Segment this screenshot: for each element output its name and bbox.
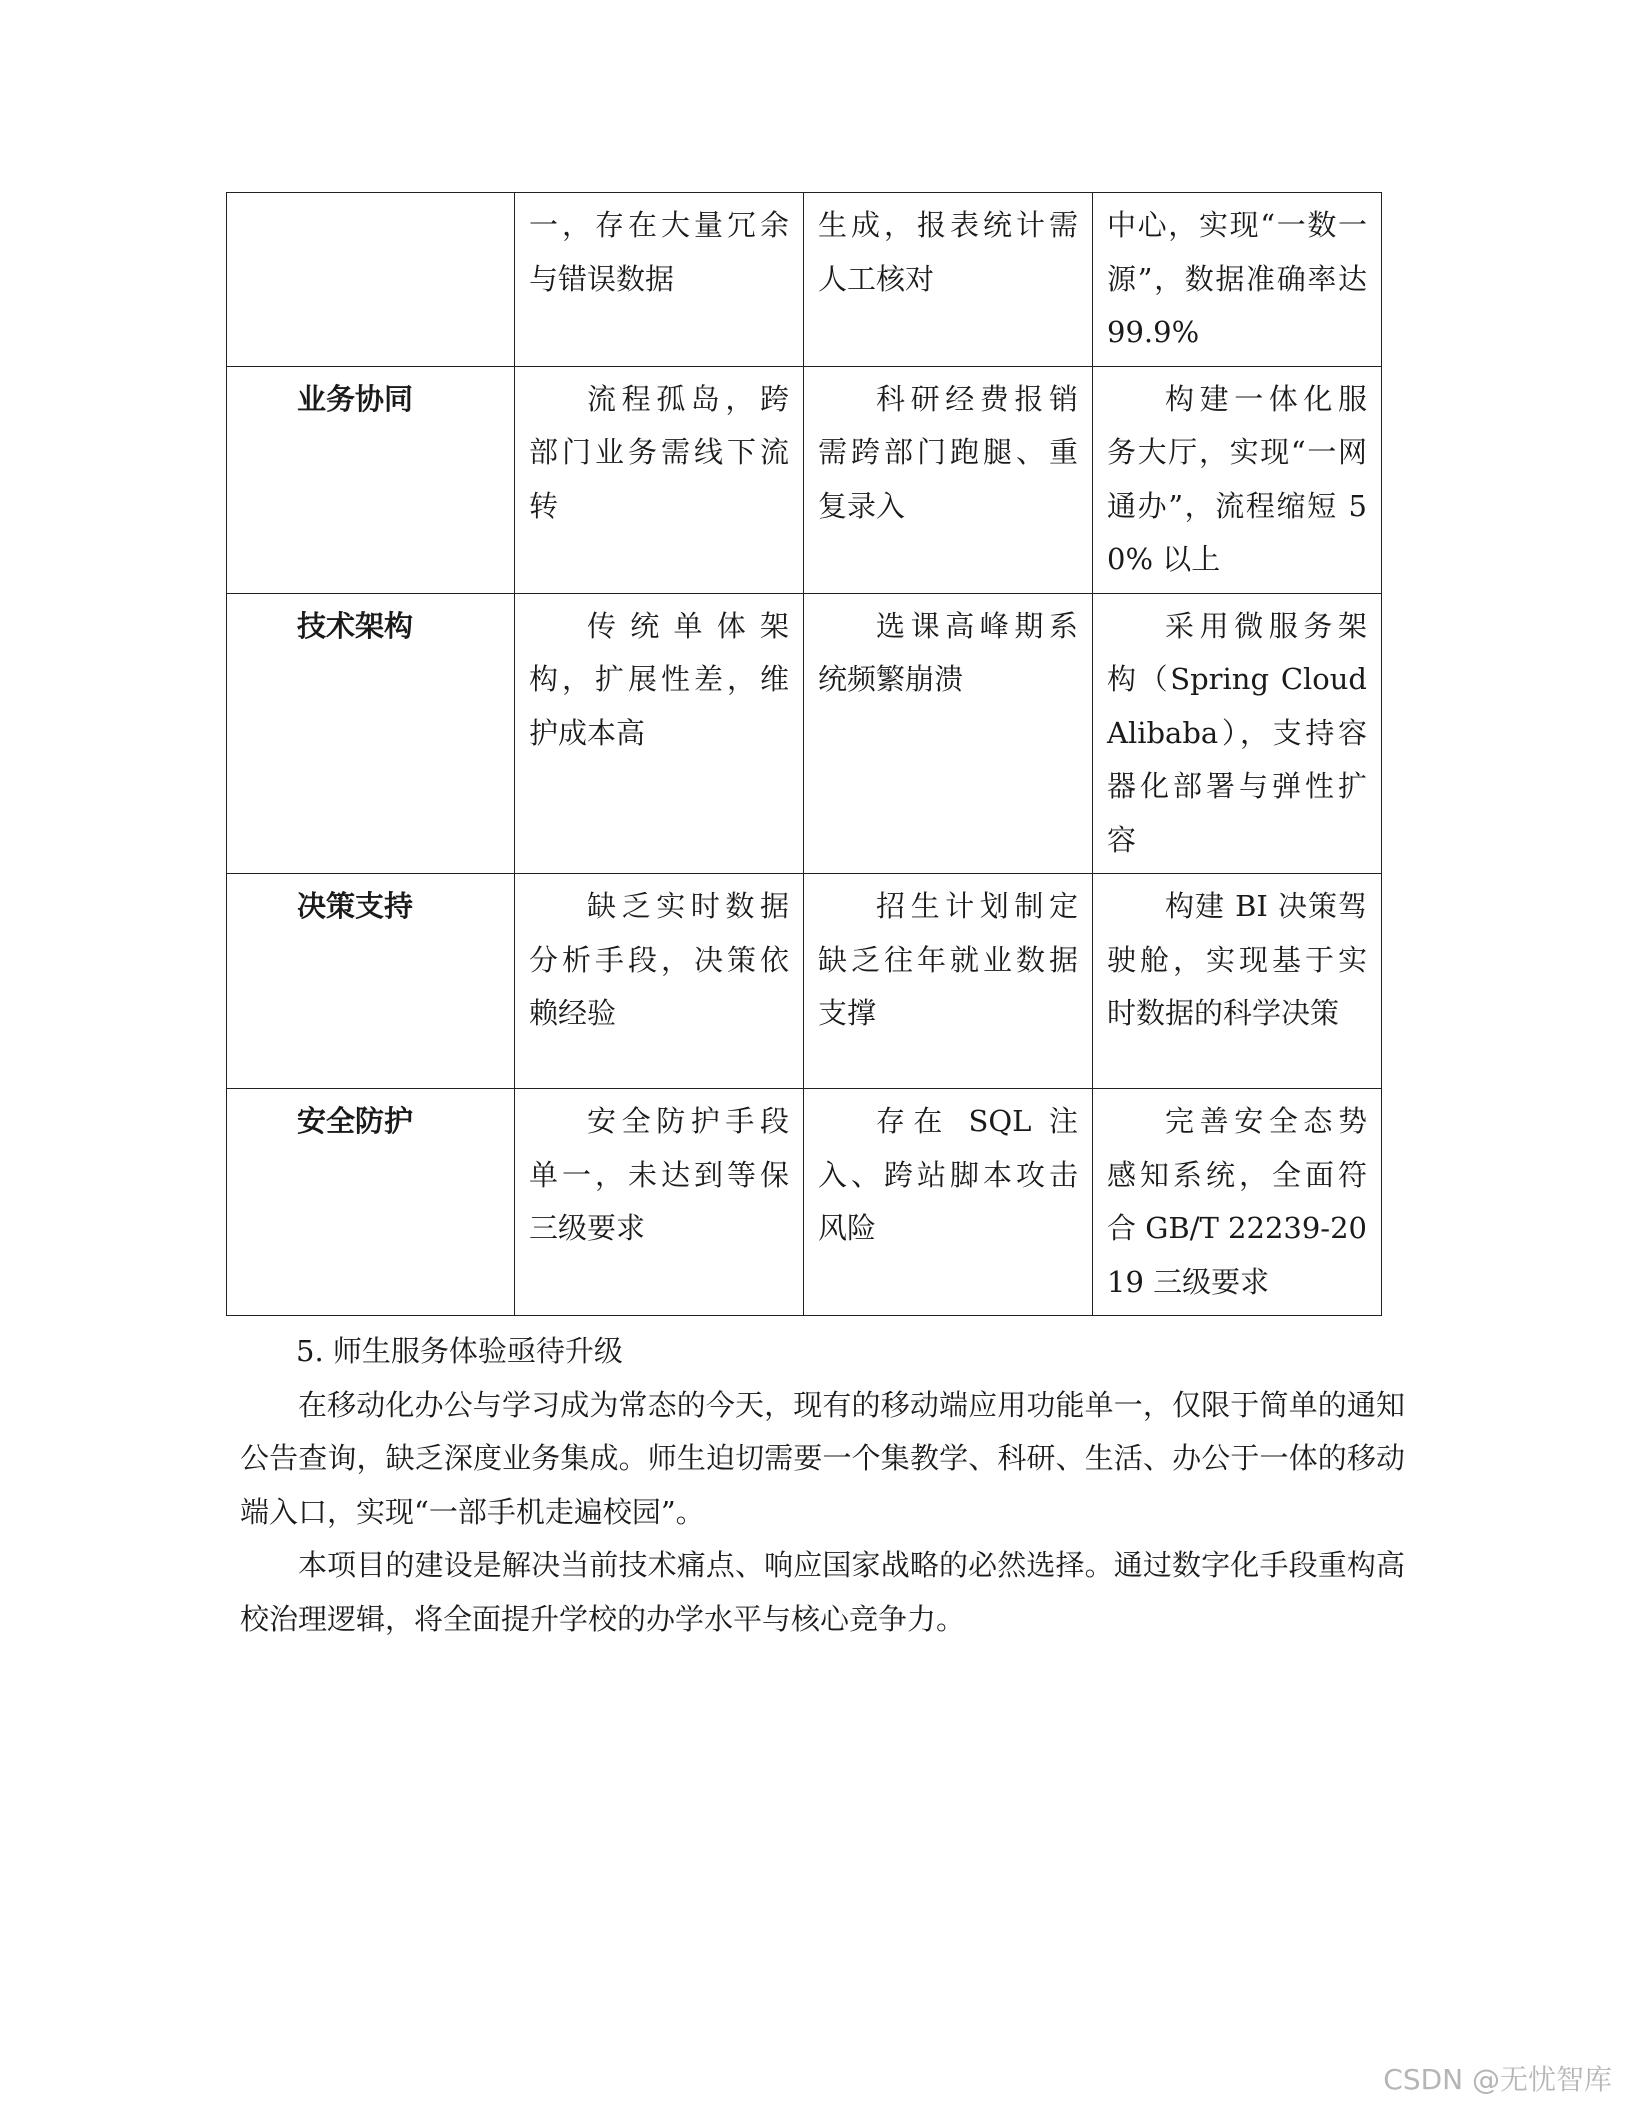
solution-cell: 采用微服务架构（Spring Cloud Alibaba），支持容器化部署与弹性扩容 [1093, 593, 1382, 874]
case-cell: 存在 SQL 注入、跨站脚本攻击风险 [804, 1089, 1093, 1316]
watermark: CSDN @无忧智库 [1383, 2063, 1612, 2096]
problem-cell: 一，存在大量冗余与错误数据 [515, 193, 804, 367]
table-row [227, 193, 1382, 367]
case-cell: 选课高峰期系统频繁崩溃 [804, 593, 1093, 874]
table-row [227, 874, 1382, 1089]
paragraph: 本项目的建设是解决当前技术痛点、响应国家战略的必然选择。通过数字化手段重构高校治理逻辑，将全面提升学校的办学水平与核心竞争力。 [240, 1548, 1405, 1636]
solution-cell: 完善安全态势感知系统，全面符合 GB/T 22239-2019 三级要求 [1093, 1089, 1382, 1316]
case-cell: 科研经费报销需跨部门跑腿、重复录入 [804, 366, 1093, 593]
dimension-cell: 业务协同 [227, 366, 515, 593]
problem-cell: 安全防护手段单一，未达到等保三级要求 [515, 1089, 804, 1316]
dimension-cell: 决策支持 [227, 874, 515, 1089]
solution-cell: 中心，实现“一数一源”，数据准确率达 99.9% [1093, 193, 1382, 367]
table-row [227, 1089, 1382, 1316]
dimension-cell: 技术架构 [227, 593, 515, 874]
problem-table [226, 192, 1382, 1316]
solution-cell: 构建一体化服务大厅，实现“一网通办”，流程缩短 50% 以上 [1093, 366, 1382, 593]
section-heading: 5. 师生服务体验亟待升级 [296, 1334, 623, 1368]
paragraph: 在移动化办公与学习成为常态的今天，现有的移动端应用功能单一，仅限于简单的通知公告查询，缺乏深度业务集成。师生迫切需要一个集教学、科研、生活、办公于一体的移动端入口，实现“一部手机走遍校园”。 [240, 1387, 1405, 1529]
case-cell: 招生计划制定缺乏往年就业数据支撑 [804, 874, 1093, 1089]
solution-cell: 构建 BI 决策驾驶舱，实现基于实时数据的科学决策 [1093, 874, 1382, 1089]
problem-cell: 流程孤岛，跨部门业务需线下流转 [515, 366, 804, 593]
section-5 [240, 1325, 1405, 1646]
problem-cell: 缺乏实时数据分析手段，决策依赖经验 [515, 874, 804, 1089]
problem-cell: 传统单体架构，扩展性差，维护成本高 [515, 593, 804, 874]
case-cell: 生成，报表统计需人工核对 [804, 193, 1093, 367]
table-row [227, 593, 1382, 874]
dimension-cell: 安全防护 [227, 1089, 515, 1316]
table-row [227, 366, 1382, 593]
dimension-cell [227, 193, 515, 367]
